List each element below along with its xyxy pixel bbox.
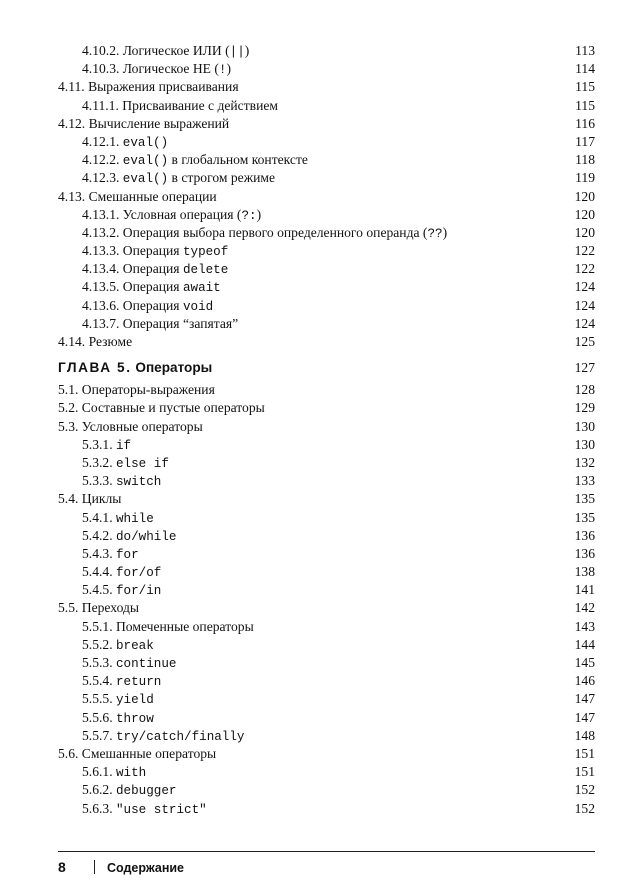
toc-entry-page-number: 122: [574, 243, 595, 259]
toc-entry-title: ): [226, 61, 232, 77]
toc-entry-page-number: 147: [574, 709, 595, 725]
toc-entry[interactable]: [58, 42, 595, 60]
toc-entry[interactable]: [58, 709, 595, 727]
footer-section-title: Содержание: [107, 861, 185, 875]
toc-entry[interactable]: [58, 260, 595, 278]
toc-entry-number: 4.13.5.: [82, 279, 120, 295]
toc-entry-page-number: 148: [574, 727, 595, 743]
toc-entry-page-number: 124: [574, 297, 595, 313]
toc-entry[interactable]: [58, 599, 595, 617]
chapter-title: Операторы: [131, 360, 213, 376]
toc-entry-number: 5.5.4.: [82, 673, 113, 689]
toc-entry-page-number: 130: [574, 418, 595, 434]
toc-entry-number: 5.5.: [58, 600, 79, 616]
toc-entry-number: 4.13.6.: [82, 297, 120, 313]
toc-entry[interactable]: [58, 169, 595, 187]
toc-entry-number: 4.13.3.: [82, 243, 120, 259]
toc-entry[interactable]: [58, 781, 595, 799]
toc-entry-number: 4.12.: [58, 115, 86, 131]
toc-entry-number: 5.5.3.: [82, 655, 113, 670]
toc-entry[interactable]: [58, 436, 595, 454]
toc-entry-number: 4.13.2.: [82, 224, 120, 240]
toc-entry-title: Операция: [119, 261, 183, 277]
toc-entry-page-number: 113: [575, 43, 595, 58]
footer-page-number: 8: [58, 859, 66, 875]
toc-entry-code: void: [182, 299, 214, 314]
footer-divider: [58, 851, 595, 852]
toc-entry-number: 4.12.1.: [82, 133, 120, 149]
toc-entry-code: !: [218, 63, 227, 78]
toc-entry-code: break: [116, 638, 154, 653]
toc-entry[interactable]: [58, 278, 595, 296]
toc-entry-page-number: 119: [575, 170, 595, 186]
toc-entry[interactable]: [58, 418, 595, 436]
toc-entry-title: в строгом режиме: [168, 170, 276, 186]
toc-entry-number: 5.3.2.: [82, 454, 113, 470]
toc-entry-code: while: [116, 511, 154, 526]
toc-entry[interactable]: [58, 297, 595, 315]
toc-entry-page-number: 142: [574, 600, 595, 616]
toc-entry-number: 5.3.3.: [82, 473, 113, 489]
toc-entry-title: Переходы: [78, 600, 140, 616]
toc-entry-title: Составные и пустые операторы: [78, 400, 265, 416]
toc-chapter-5-entries: [58, 381, 595, 818]
toc-entry[interactable]: [58, 399, 595, 417]
toc-entry[interactable]: [58, 97, 595, 115]
toc-entry-number: 5.4.3.: [82, 545, 113, 561]
toc-entry-title: Условная операция (: [119, 206, 242, 222]
toc-entry-number: 4.11.: [58, 79, 85, 95]
toc-entry-number: 5.2.: [58, 400, 79, 416]
toc-entry-code: eval(): [122, 135, 169, 150]
table-of-contents: [58, 42, 595, 818]
toc-entry-page-number: 133: [574, 473, 595, 489]
toc-entry-title: ): [442, 224, 448, 240]
toc-entry-title: Операция: [119, 243, 183, 259]
toc-entry-title: Операция: [119, 279, 183, 295]
toc-entry-page-number: 114: [575, 61, 595, 77]
toc-entry-number: 5.5.1.: [82, 618, 113, 634]
toc-entry-page-number: 151: [574, 764, 595, 780]
toc-entry-number: 4.12.2.: [82, 152, 120, 168]
toc-entry-page-number: 129: [574, 400, 595, 416]
toc-entry[interactable]: [58, 333, 595, 351]
toc-entry-number: 4.13.4.: [82, 261, 120, 277]
toc-entry[interactable]: [58, 206, 595, 224]
toc-entry[interactable]: [58, 636, 595, 654]
toc-entry-page-number: 138: [574, 564, 595, 580]
toc-entry-title: Операторы-выражения: [78, 382, 215, 398]
toc-entry-number: 5.6.1.: [82, 764, 113, 780]
toc-entry-page-number: 152: [574, 782, 595, 798]
toc-entry-page-number: 130: [574, 436, 595, 452]
toc-entry[interactable]: [58, 315, 595, 333]
toc-entry-page-number: 143: [574, 618, 595, 634]
toc-entry-number: 5.6.2.: [82, 782, 113, 798]
toc-entry[interactable]: [58, 672, 595, 690]
toc-entry-number: 4.12.3.: [82, 170, 120, 186]
toc-entry[interactable]: [58, 133, 595, 151]
page-footer: [58, 857, 184, 877]
toc-entry-page-number: 116: [575, 115, 595, 131]
toc-entry-page-number: 145: [574, 655, 595, 670]
toc-entry[interactable]: [58, 581, 595, 599]
toc-entry-page-number: 136: [574, 545, 595, 561]
toc-entry-number: 5.4.4.: [82, 564, 113, 580]
toc-entry-code: do/while: [116, 529, 177, 544]
toc-entry-page-number: 128: [574, 382, 595, 398]
toc-entry-number: 5.1.: [58, 382, 79, 398]
toc-entry-number: 5.5.2.: [82, 636, 113, 652]
toc-entry-code: switch: [116, 475, 162, 490]
toc-entry[interactable]: [58, 690, 595, 708]
toc-entry-code: continue: [116, 657, 177, 671]
toc-entry-page-number: 135: [574, 491, 595, 507]
chapter-label: ГЛАВА 5.: [58, 360, 132, 376]
toc-entry-page-number: 147: [574, 691, 595, 707]
toc-entry[interactable]: [58, 745, 595, 763]
toc-entry-page-number: 125: [574, 334, 595, 349]
toc-entry[interactable]: [58, 454, 595, 472]
toc-entry[interactable]: [58, 151, 595, 169]
toc-entry-code: for/of: [116, 566, 162, 581]
toc-entry-code: debugger: [116, 784, 177, 799]
toc-entry-page-number: 151: [574, 745, 595, 761]
toc-entry-page-number: 146: [574, 673, 595, 689]
toc-entry-code: for/in: [116, 584, 162, 599]
toc-entry-title: Вычисление выражений: [85, 115, 230, 131]
toc-entry-page-number: 120: [574, 206, 595, 222]
toc-entry-code: return: [116, 675, 162, 690]
toc-entry-page-number: 124: [574, 279, 595, 295]
toc-entry-title: Смешанные операции: [85, 188, 217, 204]
toc-entry-code: try/catch/finally: [116, 729, 245, 744]
toc-entry[interactable]: [58, 545, 595, 563]
chapter-page-number: 127: [574, 360, 595, 376]
toc-entry-title: ): [256, 206, 262, 222]
toc-entry-number: 4.14.: [58, 334, 86, 349]
toc-entry-number: 5.6.3.: [82, 800, 113, 816]
toc-entry-number: 4.13.1.: [82, 206, 120, 222]
toc-entry-page-number: 124: [574, 315, 595, 331]
toc-entry-page-number: 144: [574, 636, 595, 652]
toc-entry-code: typeof: [182, 245, 229, 260]
toc-entry-number: 5.3.: [58, 418, 79, 434]
toc-entry[interactable]: [58, 618, 595, 636]
toc-entry-number: 5.5.6.: [82, 709, 113, 725]
toc-entry-title: Условные операторы: [78, 418, 203, 434]
toc-entry-page-number: 115: [575, 79, 595, 95]
toc-entry-code: throw: [116, 711, 154, 726]
toc-entry-number: 4.13.: [58, 188, 86, 204]
toc-entry-number: 4.10.2.: [82, 43, 120, 58]
toc-entry-title: Циклы: [78, 491, 122, 507]
toc-entry-number: 5.5.5.: [82, 691, 113, 707]
toc-entry-page-number: 141: [574, 582, 595, 598]
toc-entry-code: yield: [116, 693, 154, 708]
toc-chapter-4-entries: [58, 42, 595, 351]
toc-entry-page-number: 132: [574, 454, 595, 470]
toc-entry-code: else if: [116, 456, 169, 471]
toc-entry-title: в глобальном контексте: [168, 152, 308, 168]
toc-entry-title: Смешанные операторы: [78, 745, 217, 761]
toc-entry[interactable]: [58, 800, 595, 818]
toc-entry[interactable]: [58, 654, 595, 672]
toc-entry[interactable]: [58, 60, 595, 78]
toc-entry-page-number: 135: [574, 509, 595, 525]
toc-entry-page-number: 122: [574, 261, 595, 277]
toc-entry-number: 4.11.1.: [82, 97, 119, 113]
toc-entry-code: eval(): [122, 154, 169, 169]
toc-entry-code: ||: [229, 45, 245, 59]
toc-entry-number: 4.13.7.: [82, 315, 120, 331]
toc-entry[interactable]: [58, 472, 595, 490]
toc-entry[interactable]: [58, 490, 595, 508]
toc-entry-title: Операция “запятая”: [119, 315, 239, 331]
toc-entry-code: ?:: [241, 208, 257, 223]
toc-entry-title: Логическое ИЛИ (: [119, 43, 230, 58]
toc-entry-page-number: 136: [574, 527, 595, 543]
toc-entry[interactable]: [58, 763, 595, 781]
toc-entry-code: eval(): [122, 172, 169, 187]
toc-entry-title: Операция: [119, 297, 183, 313]
toc-entry[interactable]: [58, 381, 595, 399]
toc-entry-code: ??: [427, 226, 443, 241]
toc-entry-code: with: [116, 766, 147, 781]
toc-entry[interactable]: [58, 78, 595, 96]
toc-entry-title: Присваивание с действием: [118, 97, 278, 113]
toc-entry-title: Помеченные операторы: [112, 618, 254, 634]
toc-entry-title: ): [244, 43, 250, 58]
toc-entry-number: 5.3.1.: [82, 436, 113, 452]
toc-entry[interactable]: [58, 527, 595, 545]
toc-entry[interactable]: [58, 242, 595, 260]
toc-entry-code: for: [116, 547, 139, 562]
toc-entry-title: Логическое НЕ (: [119, 61, 219, 77]
toc-entry[interactable]: [58, 727, 595, 745]
toc-entry-code: delete: [182, 263, 229, 278]
toc-entry-page-number: 117: [575, 133, 595, 149]
footer-separator: [94, 860, 95, 874]
toc-entry-code: await: [182, 281, 221, 296]
toc-entry-number: 5.4.2.: [82, 527, 113, 543]
toc-entry[interactable]: [58, 115, 595, 133]
toc-chapter-heading[interactable]: [58, 359, 595, 377]
toc-entry-title: Выражения присваивания: [84, 79, 239, 95]
toc-entry-number: 4.10.3.: [82, 61, 120, 77]
toc-entry-page-number: 120: [574, 224, 595, 240]
toc-entry-number: 5.4.: [58, 491, 79, 507]
toc-entry-page-number: 115: [575, 97, 595, 113]
toc-entry-title: Резюме: [85, 334, 133, 349]
toc-entry[interactable]: [58, 188, 595, 206]
toc-entry-number: 5.6.: [58, 745, 79, 761]
toc-entry[interactable]: [58, 224, 595, 242]
toc-entry[interactable]: [58, 563, 595, 581]
toc-entry-number: 5.5.7.: [82, 727, 113, 743]
toc-entry-page-number: 118: [575, 152, 595, 168]
toc-entry-page-number: 152: [574, 800, 595, 816]
toc-entry-page-number: 120: [574, 188, 595, 204]
toc-entry-number: 5.4.1.: [82, 509, 113, 525]
toc-entry-number: 5.4.5.: [82, 582, 113, 598]
toc-entry-code: if: [116, 438, 132, 453]
toc-entry-code: "use strict": [116, 802, 207, 817]
toc-entry[interactable]: [58, 509, 595, 527]
toc-entry-title: Операция выбора первого определенного операнда (: [119, 224, 428, 240]
